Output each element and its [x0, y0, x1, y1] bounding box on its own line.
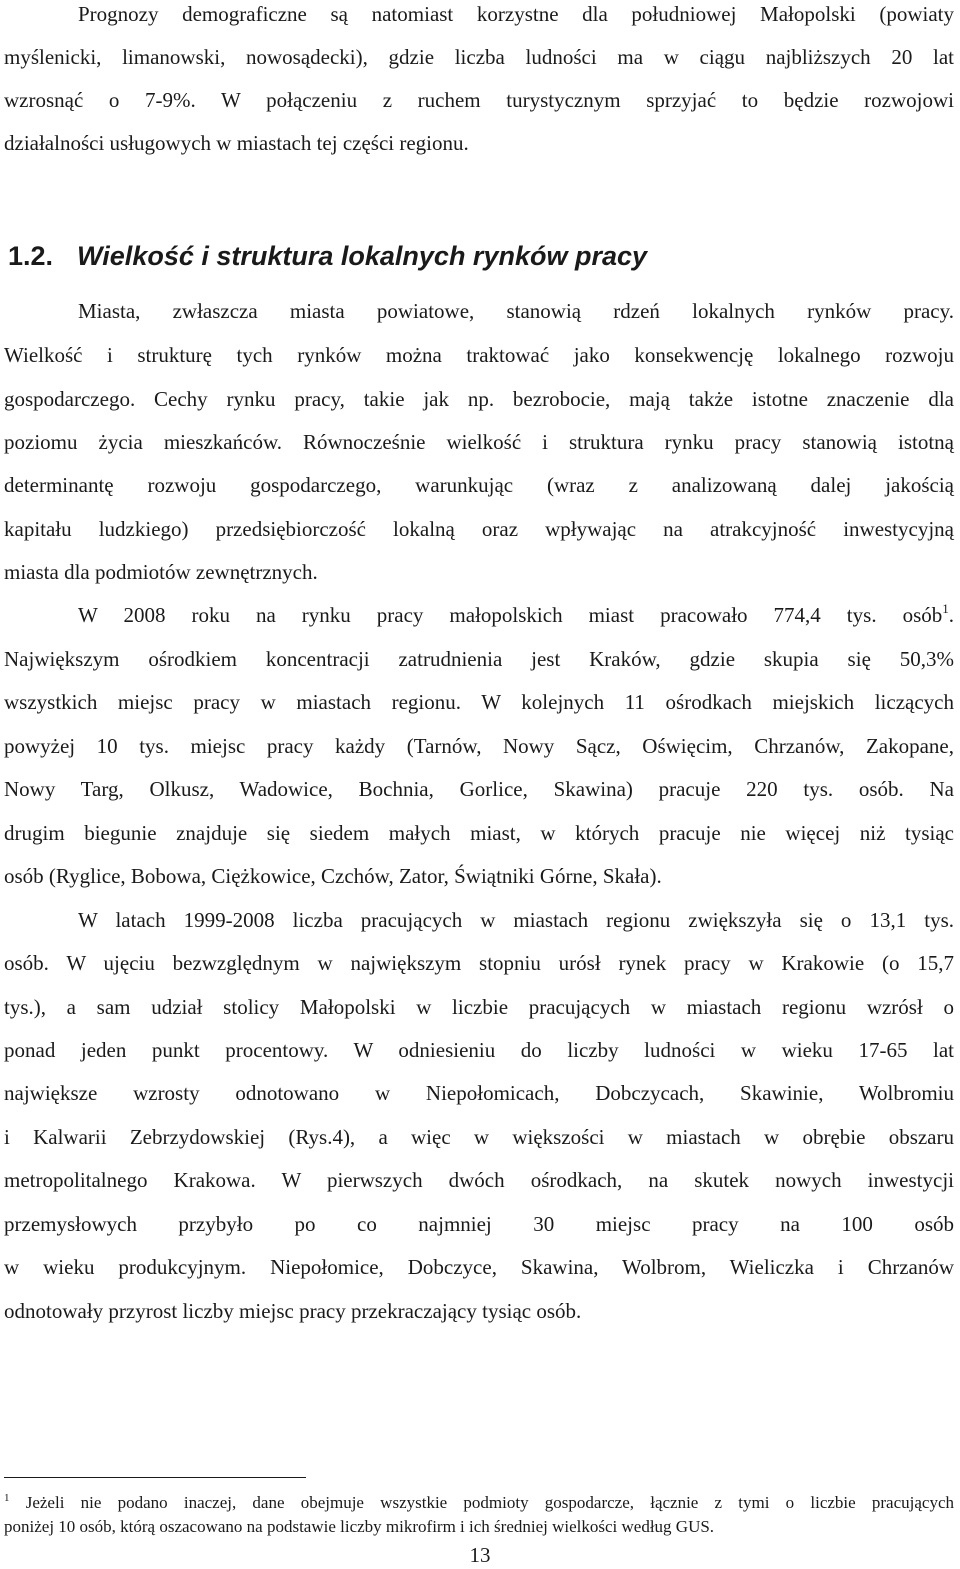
text-line: W latach 1999-2008 liczba pracujących w miastach regionu zwiększyła się o 13,1 tys. — [78, 908, 954, 932]
page-number: 13 — [469, 1543, 491, 1567]
text-line: i Kalwarii Zebrzydowskiej (Rys.4), a więc w większości w miastach w obrębie obszaru — [4, 1125, 954, 1149]
text-line: Wielkość i strukturę tych rynków można traktować jako konsekwencję lokalnego rozwoju — [4, 343, 954, 367]
footnote-line: poniżej 10 osób, którą oszacowano na podstawie liczby mikrofirm i ich średniej wielkości według GUS. — [4, 1517, 715, 1536]
footnote-marker: 1 — [4, 1492, 10, 1504]
text-line: odnotowały przyrost liczby miejsc pracy przekraczający tysiąc osób. — [4, 1299, 582, 1323]
text-line: kapitału ludzkiego) przedsiębiorczość lokalną oraz wpływając na atrakcyjność inwestycyjną — [4, 517, 954, 541]
text-line: osób (Ryglice, Bobowa, Ciężkowice, Czchów, Zator, Świątniki Górne, Skała). — [4, 864, 662, 888]
text-line: ponad jeden punkt procentowy. W odniesieniu do liczby ludności w wieku 17-65 lat — [4, 1038, 954, 1062]
footnote-separator — [4, 1477, 306, 1478]
text-line: w wieku produkcyjnym. Niepołomice, Dobczyce, Skawina, Wolbrom, Wieliczka i Chrzanów — [4, 1255, 954, 1279]
text-line: osób. W ujęciu bezwzględnym w największym stopniu urósł rynek pracy w Krakowie (o 15,7 — [4, 951, 954, 975]
text-line: powyżej 10 tys. miejsc pracy każdy (Tarnów, Nowy Sącz, Oświęcim, Chrzanów, Zakopane, — [4, 734, 954, 758]
text-line: drugim biegunie znajduje się siedem małych miast, w których pracuje nie więcej niż tysiąc — [4, 821, 954, 845]
footnote-reference[interactable]: 1 — [942, 601, 949, 616]
section-title: Wielkość i struktura lokalnych rynków pracy — [77, 241, 648, 271]
text-line: Największym ośrodkiem koncentracji zatrudnienia jest Kraków, gdzie skupia się 50,3% — [4, 647, 954, 671]
footnote-text: Jeżeli nie podano inaczej, dane obejmuje wszystkie podmioty gospodarcze, łącznie z tymi o liczbie pracujących — [25, 1493, 955, 1512]
text-line: metropolitalnego Krakowa. W pierwszych dwóch ośrodkach, na skutek nowych inwestycji — [4, 1168, 954, 1192]
text-line — [78, 601, 954, 629]
text-line: Nowy Targ, Olkusz, Wadowice, Bochnia, Gorlice, Skawina) pracuje 220 tys. osób. Na — [4, 777, 954, 801]
text-line: wszystkich miejsc pracy w miastach regionu. W kolejnych 11 ośrodkach miejskich liczących — [4, 690, 954, 714]
text-line: determinantę rozwoju gospodarczego, warunkując (wraz z analizowaną dalej jakością — [4, 473, 954, 497]
text-line-content: W 2008 roku na rynku pracy małopolskich miast pracowało 774,4 tys. osób — [78, 603, 943, 627]
text-line: poziomu życia mieszkańców. Równocześnie wielkość i struktura rynku pracy stanowią istotną — [4, 430, 954, 454]
section-number: 1.2. — [8, 241, 54, 271]
text-line: tys.), a sam udział stolicy Małopolski w liczbie pracujących w miastach regionu wzrósł o — [4, 995, 954, 1019]
text-line: gospodarczego. Cechy rynku pracy, takie jak np. bezrobocie, mają także istotne znaczenie dla — [4, 387, 954, 411]
text-line: Prognozy demograficzne są natomiast korzystne dla południowej Małopolski (powiaty — [78, 2, 954, 26]
text-line: działalności usługowych w miastach tej części regionu. — [4, 131, 469, 155]
text-line: wzrosnąć o 7-9%. W połączeniu z ruchem turystycznym sprzyjać to będzie rozwojowi — [4, 88, 954, 112]
text-line: przemysłowych przybyło po co najmniej 30 miejsc pracy na 100 osób — [4, 1212, 954, 1236]
text-line: Miasta, zwłaszcza miasta powiatowe, stanowią rdzeń lokalnych rynków pracy. — [78, 299, 954, 323]
text-line-punctuation: . — [948, 603, 954, 627]
text-line: miasta dla podmiotów zewnętrznych. — [4, 560, 318, 584]
footnote-line — [4, 1492, 954, 1514]
section-heading — [8, 238, 647, 274]
text-line: największe wzrosty odnotowano w Niepołomicach, Dobczycach, Skawinie, Wolbromiu — [4, 1081, 954, 1105]
text-line: myślenicki, limanowski, nowosądecki), gdzie liczba ludności ma w ciągu najbliższych 20 lat — [4, 45, 954, 69]
